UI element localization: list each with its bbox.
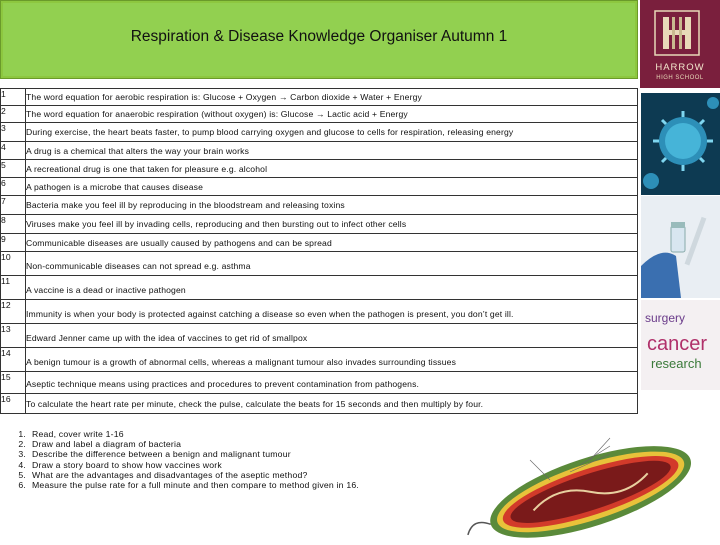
row-text: Aseptic technique means using practices and procedures to prevent contamination from pathogens.	[26, 372, 638, 394]
row-text: Communicable diseases are usually caused by pathogens and can be spread	[26, 234, 638, 252]
row-text: To calculate the heart rate per minute, check the pulse, calculate the beats for 15 seconds and then multiply by four.	[26, 394, 638, 414]
knowledge-table	[0, 88, 638, 414]
row-number: 14	[1, 348, 26, 372]
row-text: Bacteria make you feel ill by reproducing in the bloodstream and releasing toxins	[26, 196, 638, 215]
list-item	[4, 429, 359, 439]
table-row	[1, 123, 638, 142]
row-number: 10	[1, 252, 26, 276]
row-number: 8	[1, 215, 26, 234]
row-text: During exercise, the heart beats faster, to pump blood carrying oxygen and glucose to cells for respiration, releasing energy	[26, 123, 638, 142]
table-row	[1, 215, 638, 234]
cancer-word-cloud-image	[641, 300, 720, 390]
table-row	[1, 234, 638, 252]
bacteria-diagram-image	[460, 420, 720, 540]
row-text: A benign tumour is a growth of abnormal cells, whereas a malignant tumour also invades surrounding tissues	[26, 348, 638, 372]
row-number: 1	[1, 89, 26, 106]
table-row	[1, 142, 638, 160]
table-row	[1, 89, 638, 106]
row-number: 7	[1, 196, 26, 215]
page-title: Respiration & Disease Knowledge Organiser Autumn 1	[130, 28, 508, 45]
table-row	[1, 196, 638, 215]
row-number: 5	[1, 160, 26, 178]
table-row	[1, 276, 638, 300]
task-number: 5.	[18, 469, 26, 480]
list-item	[4, 460, 359, 470]
row-number: 2	[1, 106, 26, 123]
virus-image	[641, 93, 720, 195]
row-text: A drug is a chemical that alters the way your brain works	[26, 142, 638, 160]
logo-name: HARROW	[655, 62, 705, 73]
table-row	[1, 324, 638, 348]
table-row	[1, 300, 638, 324]
harrow-logo-icon	[654, 10, 700, 56]
table-row	[1, 252, 638, 276]
school-logo	[640, 0, 720, 88]
row-number: 6	[1, 178, 26, 196]
task-number: 2.	[18, 439, 26, 450]
row-number: 16	[1, 394, 26, 414]
task-text: Describe the difference between a benign and malignant tumour	[32, 449, 291, 460]
list-item	[4, 470, 359, 480]
table-row	[1, 160, 638, 178]
vaccine-image	[641, 196, 720, 298]
cloud-word-research: research	[651, 356, 702, 371]
task-text: Draw a story board to show how vaccines work	[32, 459, 222, 470]
task-number: 3.	[18, 449, 26, 460]
cloud-word-cancer: cancer	[647, 333, 708, 355]
row-text: Edward Jenner came up with the idea of vaccines to get rid of smallpox	[26, 324, 638, 348]
row-number: 3	[1, 123, 26, 142]
row-text: A vaccine is a dead or inactive pathogen	[26, 276, 638, 300]
table-row	[1, 348, 638, 372]
cloud-word-surgery: surgery	[645, 311, 686, 325]
row-text: A recreational drug is one that taken for pleasure e.g. alcohol	[26, 160, 638, 178]
row-text: The word equation for aerobic respiration is: Glucose + Oxygen → Carbon dioxide + Water + Energy	[26, 89, 638, 106]
table-row	[1, 394, 638, 414]
table-row	[1, 372, 638, 394]
task-list	[4, 429, 359, 490]
list-item	[4, 439, 359, 449]
task-number: 4.	[18, 459, 26, 470]
list-item	[4, 480, 359, 490]
row-number: 4	[1, 142, 26, 160]
task-text: Read, cover write 1-16	[32, 429, 124, 439]
title-banner	[0, 0, 638, 79]
task-number: 6.	[18, 480, 26, 491]
task-text: Measure the pulse rate for a full minute and then compare to method given in 16.	[32, 480, 360, 491]
table-row	[1, 106, 638, 123]
row-number: 9	[1, 234, 26, 252]
row-number: 15	[1, 372, 26, 394]
row-number: 13	[1, 324, 26, 348]
row-text: Immunity is when your body is protected against catching a disease so even when the pathogen is present, you don’t get ill.	[26, 300, 638, 324]
table-row	[1, 178, 638, 196]
row-text: A pathogen is a microbe that causes disease	[26, 178, 638, 196]
row-text: The word equation for anaerobic respiration (without oxygen) is: Glucose → Lactic acid + Energy	[26, 106, 638, 123]
row-number: 11	[1, 276, 26, 300]
row-text: Non-communicable diseases can not spread e.g. asthma	[26, 252, 638, 276]
row-text: Viruses make you feel ill by invading cells, reproducing and then bursting out to infect other cells	[26, 215, 638, 234]
task-text: What are the advantages and disadvantages of the aseptic method?	[32, 469, 308, 480]
task-text: Draw and label a diagram of bacteria	[32, 439, 182, 450]
row-number: 12	[1, 300, 26, 324]
task-number: 1.	[18, 429, 26, 439]
logo-subtitle: HIGH SCHOOL	[656, 75, 704, 81]
list-item	[4, 449, 359, 459]
